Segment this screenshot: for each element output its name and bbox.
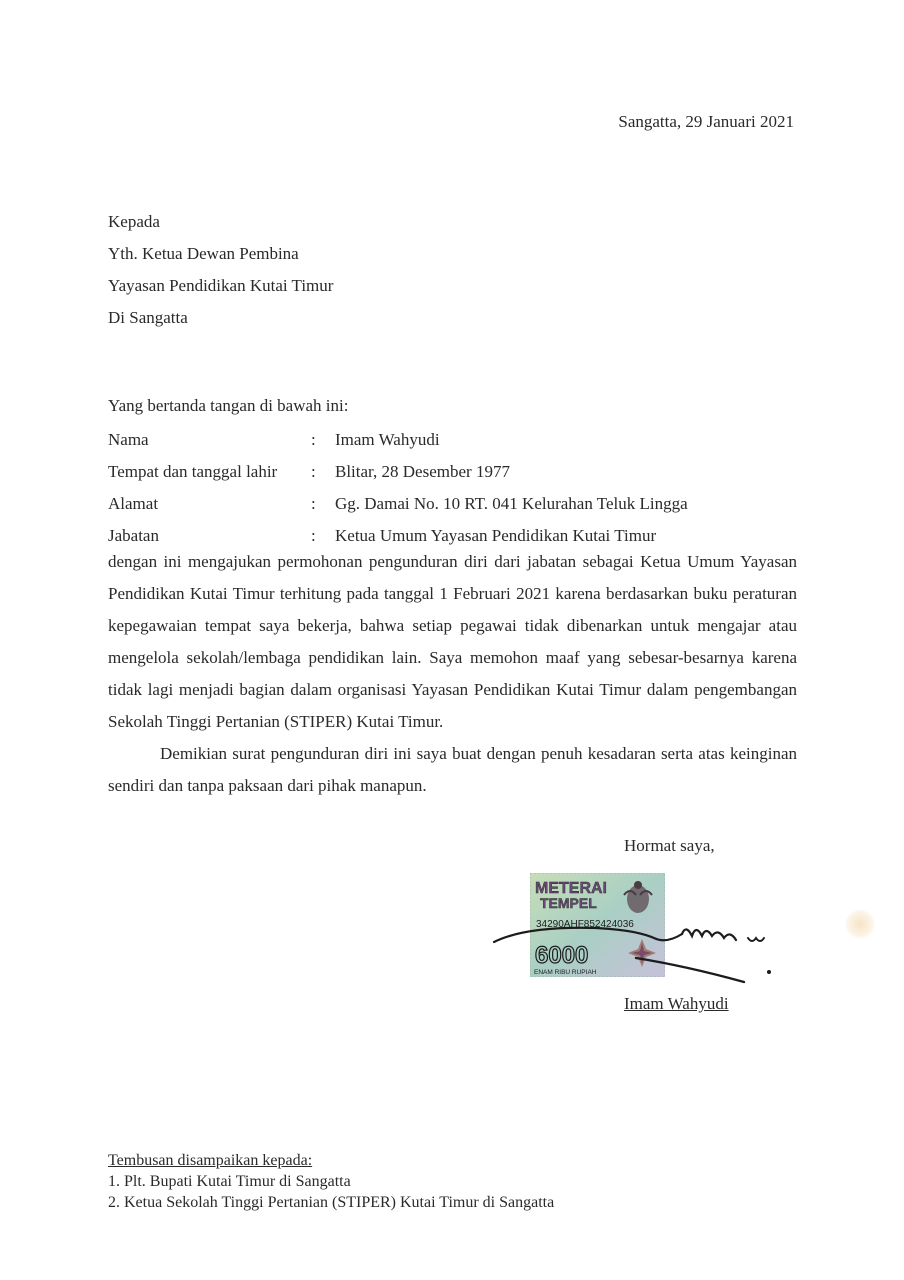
field-colon: : <box>311 494 316 513</box>
field-colon: : <box>311 462 316 481</box>
intro-text: Yang bertanda tangan di bawah ini: <box>108 396 349 415</box>
copies-title: Tembusan disampaikan kepada: <box>108 1152 313 1169</box>
field-label: Tempat dan tanggal lahir <box>108 462 278 481</box>
field-value: Imam Wahyudi <box>335 430 440 449</box>
recipient-line: Yayasan Pendidikan Kutai Timur <box>108 276 334 295</box>
field-value: Gg. Damai No. 10 RT. 041 Kelurahan Teluk Lingga <box>335 494 688 513</box>
field-row-address <box>108 488 688 520</box>
body-paragraph: dengan ini mengajukan permohonan pengunduran diri dari jabatan sebagai Ketua Umum Yayasan Pendidikan Kutai Timur terhitung pada tanggal 1 Februari 2021 karena berdasarkan buku peraturan kepegawaian tempat saya bekerja, bahwa setiap pegawai tidak dibenarkan untuk mengajar atau mengelola sekolah/lembaga pendidikan lain. Saya memohon maaf yang sebesar-besarnya karena tidak lagi menjadi bagian dalam organisasi Yayasan Pendidikan Kutai Timur dalam pengembangan Sekolah Tinggi Pertanian (STIPER) Kutai Timur. <box>108 552 797 731</box>
body-paragraph: Demikian surat pengunduran diri ini saya buat dengan penuh kesadaran serta atas keinginan sendiri dan tanpa paksaan dari pihak manapun. <box>108 744 797 795</box>
field-value: Blitar, 28 Desember 1977 <box>335 462 510 481</box>
field-value: Ketua Umum Yayasan Pendidikan Kutai Timur <box>335 526 657 545</box>
paper-smudge <box>846 910 874 938</box>
field-colon: : <box>311 526 316 545</box>
letter-date: Sangatta, 29 Januari 2021 <box>618 112 794 131</box>
stamp-amount-words: ENAM RIBU RUPIAH <box>534 969 597 976</box>
recipient-block <box>108 206 333 334</box>
recipient-line: Kepada <box>108 212 160 231</box>
signatory-name: Imam Wahyudi <box>624 994 729 1013</box>
copy-item: 1. Plt. Bupati Kutai Timur di Sangatta <box>108 1173 351 1190</box>
field-row-name <box>108 424 688 456</box>
handwritten-signature <box>486 912 786 992</box>
letter-body <box>108 546 797 802</box>
field-label: Jabatan <box>108 526 159 545</box>
stamp-title-2: TEMPEL <box>540 895 597 911</box>
stamp-title-1: METERAI <box>535 880 607 897</box>
copies-list <box>108 1171 554 1213</box>
field-row-birth <box>108 456 688 488</box>
closing-salutation: Hormat saya, <box>624 836 715 855</box>
field-colon: : <box>311 430 316 449</box>
identity-fields <box>108 424 688 552</box>
field-label: Nama <box>108 430 149 449</box>
recipient-line: Di Sangatta <box>108 308 188 327</box>
stamp-code: 34290AHF852424036 <box>536 919 634 930</box>
recipient-line: Yth. Ketua Dewan Pembina <box>108 244 299 263</box>
copy-item: 2. Ketua Sekolah Tinggi Pertanian (STIPER) Kutai Timur di Sangatta <box>108 1194 555 1211</box>
field-label: Alamat <box>108 494 159 513</box>
stamp-amount: 6000 <box>535 942 589 969</box>
